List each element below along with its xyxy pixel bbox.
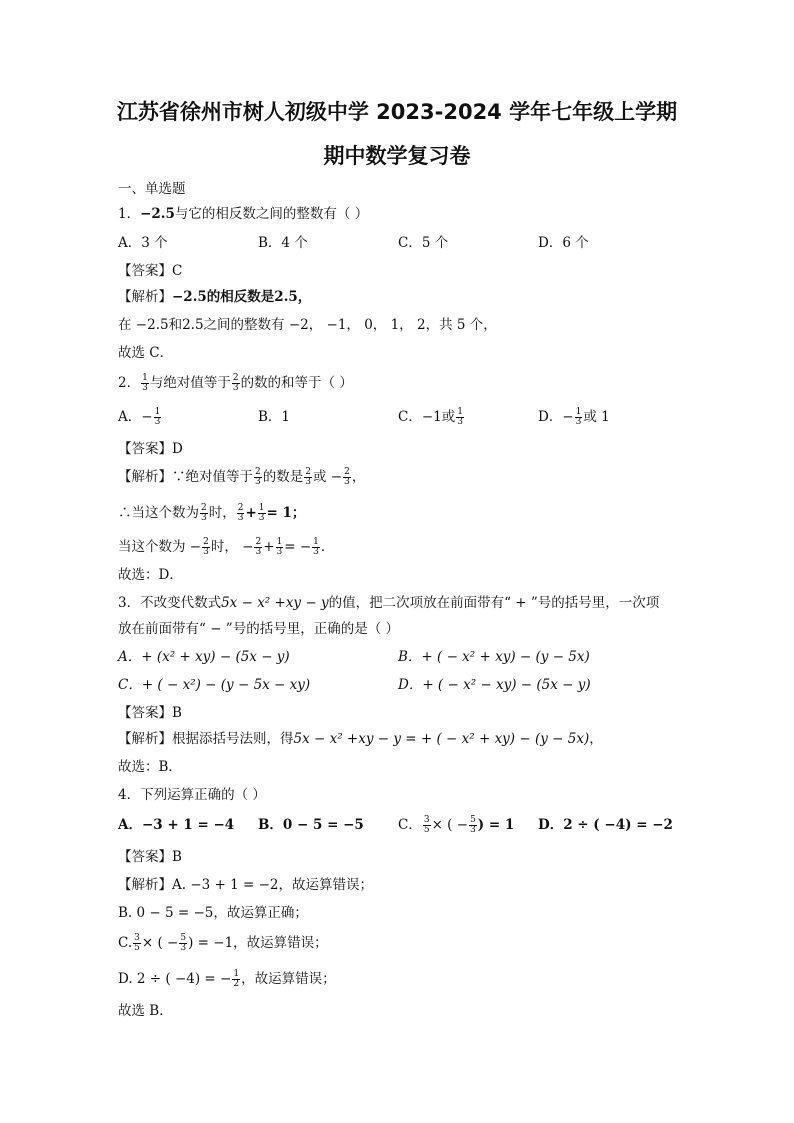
q3-option-a: A．+ (x² + xy) − (5x − y) (118, 649, 290, 665)
numerator: 2 (201, 503, 207, 513)
denominator: 3 (232, 383, 239, 393)
q2-fraction-2-3 (232, 374, 240, 393)
q3-stem-2: 放在前面带有“ − ”号的括号里，正确的是（ ） (118, 621, 399, 637)
denominator: 5 (134, 943, 140, 953)
q2-a3-equals: = − (284, 539, 312, 555)
q4-option-d: D．2 ÷ ( −4) = −2 (538, 817, 673, 833)
q2-analysis-2 (118, 504, 305, 523)
q4-answer: 【答案】B (118, 849, 182, 865)
q2-a2-b: 时， (208, 505, 236, 521)
numerator: 3 (423, 815, 430, 825)
q3-option-c: C．+ ( − x²) − (y − 5x − xy) (118, 677, 311, 693)
q2-option-d-text: D．− (538, 409, 574, 425)
q3-stem1-b: 的值，把二次项放在前面带有“ + ”号的括号里，一次项 (328, 595, 660, 611)
q3-answer: 【答案】B (118, 705, 182, 721)
q4-stem (118, 786, 266, 804)
q1-stem-text: 与它的相反数之间的整数有（ ） (174, 206, 369, 222)
section-heading: 一、单选题 (118, 181, 186, 197)
q2-a3-frac2 (254, 538, 262, 557)
numerator: 5 (180, 933, 187, 943)
q4-a1: A. −3 + 1 = −2，故运算错误； (172, 877, 374, 893)
q4-option-b: B．0 − 5 = −5 (258, 817, 364, 833)
q2-a2-frac1 (200, 504, 208, 523)
numerator: 2 (305, 467, 311, 477)
document-title-line1: 江苏省徐州市树人初级中学 2023-2024 学年七年级上学期 (116, 100, 678, 124)
q3-option-d: D．+ ( − x² − xy) − (5x − y) (398, 677, 591, 693)
q2-a2-a: ∴当这个数为 (118, 505, 199, 521)
q4-option-a: A．−3 + 1 = −4 (118, 817, 235, 833)
numerator: 2 (255, 467, 261, 477)
q2-a1-frac3 (343, 468, 351, 487)
denominator: 3 (470, 825, 476, 835)
q4-analysis-label: 【解析】 (118, 877, 172, 893)
numerator: 2 (237, 503, 244, 513)
q3-analysis-b: ， (589, 731, 603, 747)
q4-analysis-4 (118, 970, 336, 989)
q2-option-a-text: A．− (118, 409, 153, 425)
q2-analysis-label: 【解析】 (118, 469, 172, 485)
numerator: 1 (276, 537, 283, 547)
denominator: 5 (423, 825, 430, 835)
q2-analysis-1 (118, 468, 365, 487)
denominator: 3 (313, 547, 319, 557)
denominator: 3 (237, 513, 244, 523)
q2-option-a-fraction (154, 408, 162, 427)
q4-a3-tail: ) = −1，故运算错误； (188, 935, 328, 951)
numerator: 1 (457, 407, 463, 417)
numerator: 2 (344, 467, 350, 477)
numerator: 2 (232, 373, 239, 383)
q1-analysis-label: 【解析】 (118, 289, 172, 305)
denominator: 3 (276, 547, 283, 557)
numerator: 5 (470, 815, 476, 825)
q2-a1-frac1 (254, 468, 262, 487)
q2-a2-plus: + (245, 505, 257, 521)
q2-a3-frac1 (202, 538, 210, 557)
denominator: 3 (575, 417, 582, 427)
q1-analysis-1 (118, 288, 311, 306)
q3-analysis-a: 根据添括号法则，得 (172, 731, 294, 747)
denominator: 3 (344, 477, 350, 487)
q2-analysis-3 (118, 538, 334, 557)
q2-a3-frac4 (312, 538, 320, 557)
numerator: 1 (575, 407, 582, 417)
q1-option-b: B．4 个 (258, 235, 308, 251)
numerator: 2 (203, 537, 209, 547)
numerator: 1 (154, 407, 161, 417)
q4-conclusion: 故选 B． (118, 1003, 173, 1019)
q2-a3-a: 当这个数为 − (118, 539, 202, 555)
numerator: 1 (142, 373, 148, 383)
q1-conclusion: 故选 C． (118, 345, 174, 361)
numerator: 1 (258, 503, 265, 513)
q4-a3-frac2 (179, 934, 187, 953)
q2-option-c (398, 408, 465, 427)
q3-stem1-a: 不改变代数式 (140, 595, 222, 611)
denominator: 3 (305, 477, 311, 487)
q4-a4-frac (232, 970, 240, 989)
q2-option-c-fraction (456, 408, 464, 427)
q2-a3-frac3 (276, 538, 284, 557)
numerator: 3 (134, 933, 140, 943)
q4-a3-mid: × ( − (141, 935, 179, 951)
denominator: 3 (457, 417, 463, 427)
q4-a4-b: ，故运算错误； (241, 971, 336, 987)
q3-number: 3． (118, 595, 141, 611)
q2-a2-frac3 (258, 504, 266, 523)
q2-a3-plus: + (263, 539, 275, 555)
q1-analysis-2: 在 −2.5和2.5之间的整数有 −2， −1， 0， 1， 2，共 5 个， (118, 317, 497, 333)
document-title-line2: 期中数学复习卷 (323, 144, 471, 168)
q2-number: 2． (118, 375, 141, 391)
q4-option-c-mid: × ( − (431, 817, 469, 833)
q2-a2-result: = 1； (266, 505, 306, 521)
q1-stem (118, 205, 368, 223)
numerator: 2 (255, 537, 262, 547)
q1-answer: 【答案】C (118, 263, 183, 279)
denominator: 3 (255, 547, 262, 557)
q2-option-d-fraction (575, 408, 583, 427)
q4-option-c-frac2 (469, 816, 477, 835)
q4-a3-frac1 (133, 934, 141, 953)
q3-analysis-expr: 5x − x² +xy − y = + ( − x² + xy) − (y − 5x) (293, 731, 590, 747)
q1-number: 1． (118, 206, 141, 222)
q2-a1-frac2 (304, 468, 312, 487)
q4-analysis-1 (118, 876, 373, 894)
q1-analysis-1-text: −2.5的相反数是2.5， (172, 289, 312, 305)
q2-answer: 【答案】D (118, 441, 183, 457)
q1-option-c: C．5 个 (398, 235, 449, 251)
q4-option-c (398, 816, 514, 835)
q2-option-b: B．1 (258, 409, 291, 425)
q4-a3-label: C. (118, 935, 133, 951)
q1-option-d: D．6 个 (538, 235, 589, 251)
q3-option-b: B．+ ( − x² + xy) − (y − 5x) (398, 649, 590, 665)
numerator: 1 (233, 969, 240, 979)
q2-option-d (538, 408, 610, 427)
q1-stem-math: −2.5 (140, 206, 175, 222)
q2-stem (118, 374, 353, 393)
q2-conclusion: 故选：D． (118, 567, 183, 583)
q2-fraction-1-3 (141, 374, 149, 393)
numerator: 1 (313, 537, 319, 547)
q2-stem-a: 与绝对值等于 (149, 375, 231, 391)
q2-a1-c: 或 − (312, 469, 343, 485)
q2-a3-b: 时， − (210, 539, 254, 555)
q2-option-c-text: C．−1或 (398, 409, 456, 425)
q2-a1-d: ， (351, 469, 366, 485)
q3-stem-1 (118, 594, 659, 612)
denominator: 3 (255, 477, 261, 487)
q2-option-d-tail: 或 1 (583, 409, 610, 425)
denominator: 2 (233, 979, 240, 989)
q3-stem1-expr: 5x − x² +xy − y (221, 595, 329, 611)
q2-a2-frac2 (237, 504, 245, 523)
q2-option-a (118, 408, 162, 427)
denominator: 3 (180, 943, 187, 953)
denominator: 3 (203, 547, 209, 557)
denominator: 3 (142, 383, 148, 393)
q4-analysis-2: B. 0 − 5 = −5，故运算正确； (118, 905, 308, 921)
q4-stem-text: 下列运算正确的（ ） (140, 787, 266, 803)
q2-stem-b: 的数的和等于（ ） (240, 375, 353, 391)
q3-conclusion: 故选：B． (118, 759, 182, 775)
q4-option-c-frac1 (423, 816, 431, 835)
q4-analysis-3 (118, 934, 328, 953)
q3-analysis-label: 【解析】 (118, 731, 172, 747)
q4-number: 4． (118, 787, 141, 803)
q2-a1-b: 的数是 (262, 469, 304, 485)
q4-a4-a: D. 2 ÷ ( −4) = − (118, 971, 232, 987)
q3-analysis (118, 730, 603, 748)
denominator: 3 (201, 513, 207, 523)
q4-option-c-label: C． (398, 817, 422, 833)
q2-a1-a: ∵绝对值等于 (172, 469, 253, 485)
denominator: 3 (258, 513, 265, 523)
denominator: 3 (154, 417, 161, 427)
q1-option-a: A．3 个 (118, 235, 168, 251)
q2-a3-e: ． (320, 539, 335, 555)
q4-option-c-tail: ) = 1 (477, 817, 515, 833)
